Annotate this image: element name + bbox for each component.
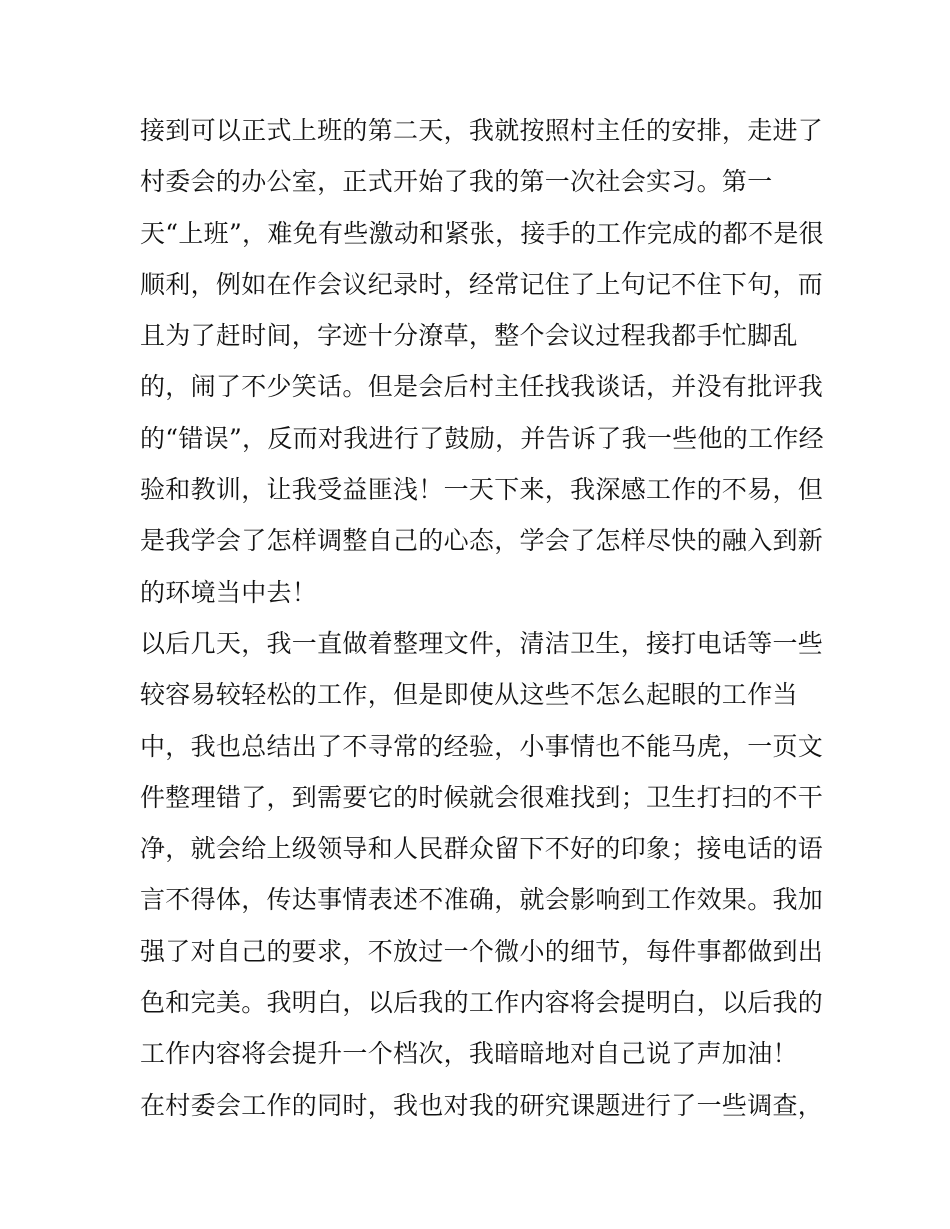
text-line: 顺利，例如在作会议纪录时，经常记住了上句记不住下句，而 [140,269,824,299]
text-line: 言不得体，传达事情表述不准确，就会影响到工作效果。我加 [140,885,824,915]
text-line: 验和教训，让我受益匪浅！一天下来，我深感工作的不易，但 [140,475,824,505]
text-line: 色和完美。我明白，以后我的工作内容将会提明白，以后我的 [140,988,824,1018]
text-line: 以后几天，我一直做着整理文件，清洁卫生，接打电话等一些 [140,628,824,658]
body-text [140,105,830,1131]
text-line: 的“错误”，反而对我进行了鼓励，并告诉了我一些他的工作经 [140,423,824,453]
text-line: 村委会的办公室，正式开始了我的第一次社会实习。第一 [140,167,773,197]
text-line: 净，就会给上级领导和人民群众留下不好的印象；接电话的语 [140,834,824,864]
text-line: 且为了赶时间，字迹十分潦草，整个会议过程我都手忙脚乱 [140,321,798,351]
text-line: 工作内容将会提升一个档次，我暗暗地对自己说了声加油！ [140,1039,798,1069]
text-line: 天“上班”，难免有些激动和紧张，接手的工作完成的都不是很 [140,218,824,248]
text-line: 强了对自己的要求，不放过一个微小的细节，每件事都做到出 [140,936,824,966]
text-line: 件整理错了，到需要它的时候就会很难找到；卫生打扫的不干 [140,782,824,812]
text-line: 的，闹了不少笑话。但是会后村主任找我谈话，并没有批评我 [140,372,824,402]
text-line: 在村委会工作的同时，我也对我的研究课题进行了一些调查， [140,1090,824,1120]
text-line: 是我学会了怎样调整自己的心态，学会了怎样尽快的融入到新 [140,526,824,556]
text-line: 的环境当中去！ [140,577,318,607]
text-line: 较容易较轻松的工作，但是即使从这些不怎么起眼的工作当 [140,680,798,710]
text-line: 中，我也总结出了不寻常的经验，小事情也不能马虎，一页文 [140,731,824,761]
text-line: 接到可以正式上班的第二天，我就按照村主任的安排，走进了 [140,116,824,145]
